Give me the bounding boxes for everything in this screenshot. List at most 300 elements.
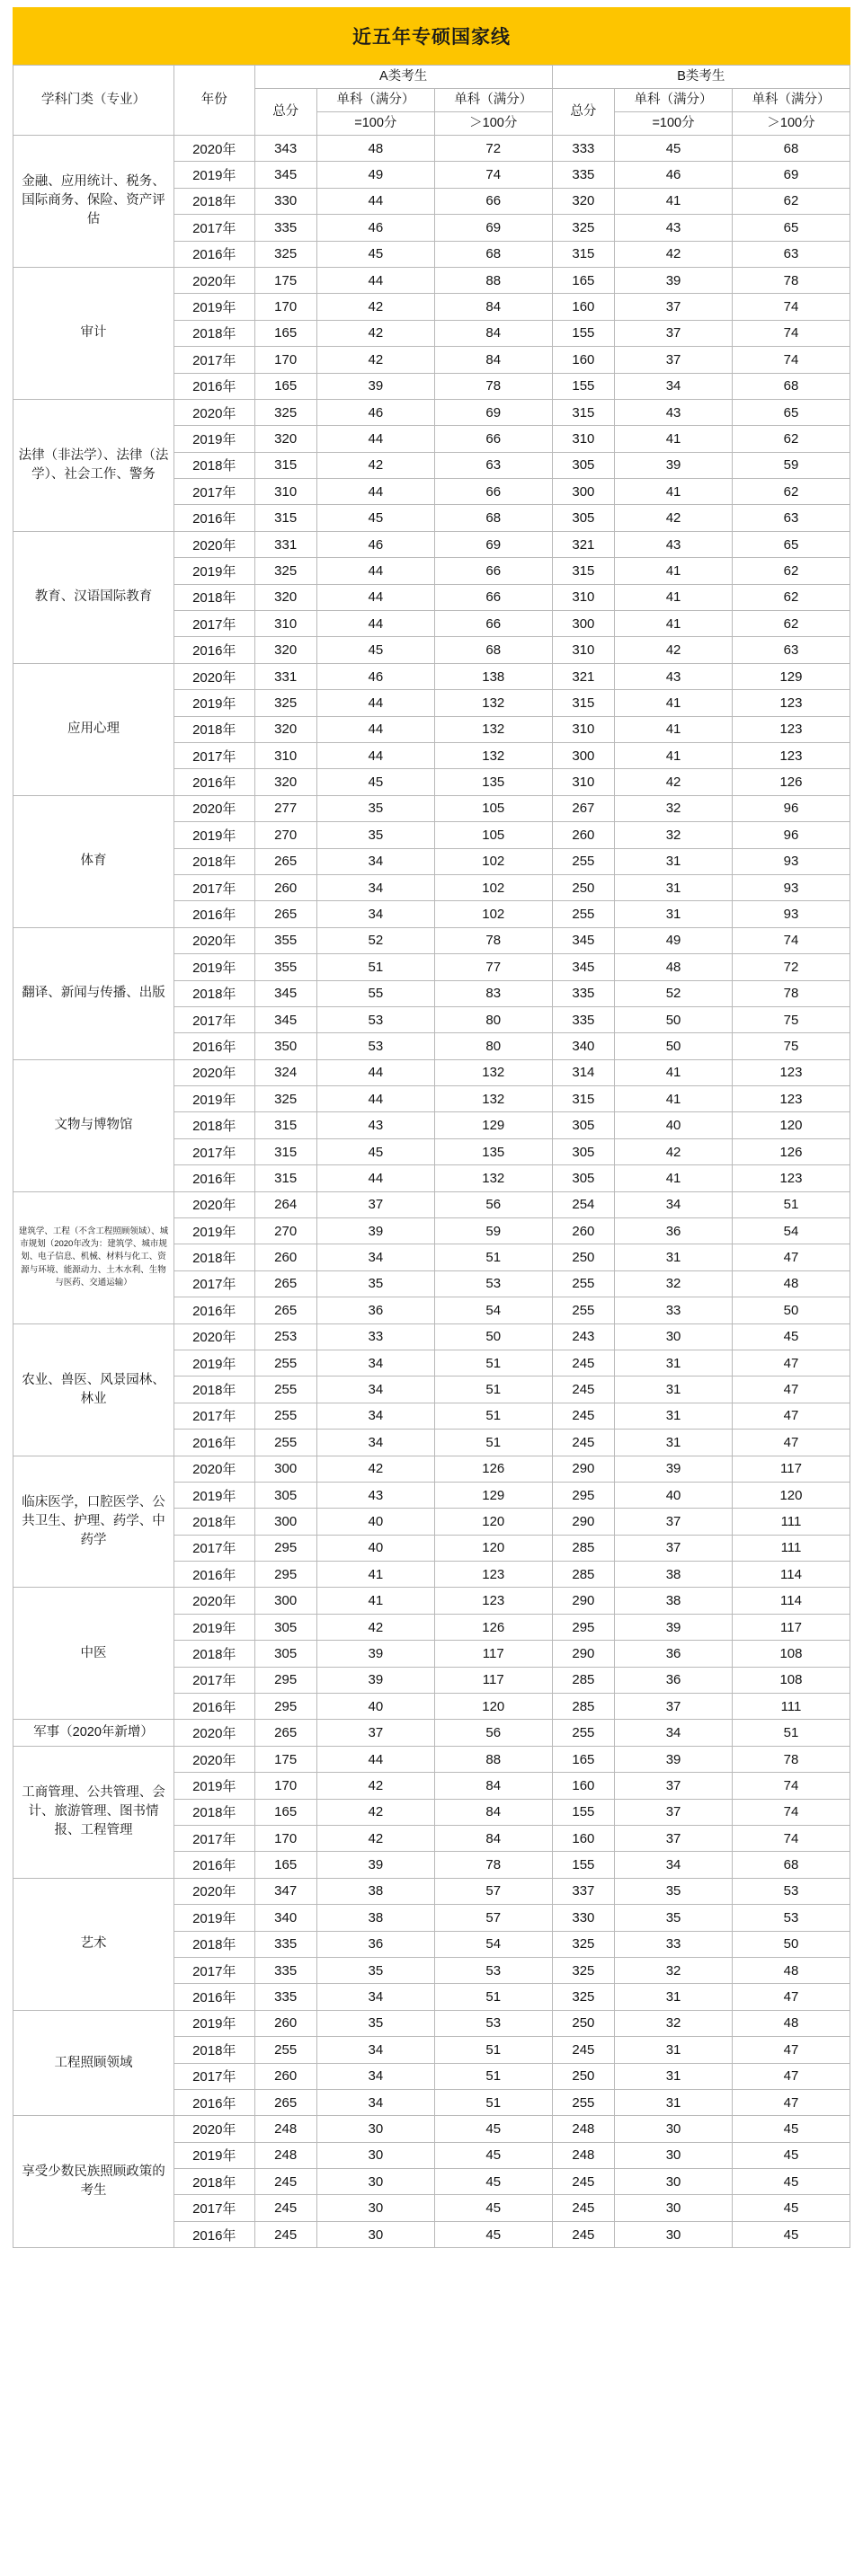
score-cell-a-eq100: 39 <box>316 1667 434 1693</box>
score-cell-b-total: 255 <box>552 2089 614 2115</box>
header-b-single-1: 单科（满分） <box>615 89 733 112</box>
score-cell-b-total: 315 <box>552 558 614 584</box>
year-cell: 2016年 <box>174 2221 255 2247</box>
score-cell-a-eq100: 45 <box>316 769 434 795</box>
score-cell-a-total: 260 <box>254 874 316 900</box>
score-cell-a-eq100: 44 <box>316 267 434 293</box>
score-cell-a-eq100: 34 <box>316 848 434 874</box>
score-cell-a-gt100: 117 <box>434 1667 552 1693</box>
score-cell-a-gt100: 69 <box>434 215 552 241</box>
score-cell-a-total: 295 <box>254 1694 316 1720</box>
score-cell-a-gt100: 132 <box>434 1086 552 1112</box>
year-cell: 2020年 <box>174 795 255 821</box>
score-cell-b-gt100: 74 <box>732 347 850 373</box>
score-cell-b-gt100: 74 <box>732 1799 850 1825</box>
score-cell-a-total: 325 <box>254 558 316 584</box>
score-cell-b-eq100: 35 <box>615 1905 733 1931</box>
score-cell-b-total: 335 <box>552 980 614 1006</box>
score-cell-b-eq100: 41 <box>615 426 733 452</box>
score-cell-a-total: 320 <box>254 637 316 663</box>
score-cell-b-gt100: 47 <box>732 1430 850 1456</box>
category-cell: 农业、兽医、风景园林、林业 <box>13 1323 174 1456</box>
score-cell-a-eq100: 35 <box>316 2010 434 2036</box>
score-cell-a-total: 305 <box>254 1641 316 1667</box>
score-cell-b-total: 325 <box>552 215 614 241</box>
score-cell-b-eq100: 32 <box>615 2010 733 2036</box>
score-cell-b-gt100: 117 <box>732 1614 850 1640</box>
score-cell-a-total: 320 <box>254 584 316 610</box>
score-cell-b-eq100: 37 <box>615 1773 733 1799</box>
score-cell-a-gt100: 105 <box>434 822 552 848</box>
score-cell-a-eq100: 42 <box>316 1799 434 1825</box>
national-score-line-table <box>13 65 850 2248</box>
score-cell-a-eq100: 44 <box>316 1086 434 1112</box>
score-cell-b-total: 310 <box>552 637 614 663</box>
score-cell-b-eq100: 41 <box>615 742 733 768</box>
score-cell-a-total: 335 <box>254 1984 316 2010</box>
score-cell-a-gt100: 45 <box>434 2169 552 2195</box>
score-cell-b-total: 325 <box>552 1931 614 1957</box>
year-cell: 2016年 <box>174 637 255 663</box>
year-cell: 2018年 <box>174 1641 255 1667</box>
score-cell-b-eq100: 41 <box>615 690 733 716</box>
score-cell-a-eq100: 45 <box>316 1138 434 1164</box>
score-cell-b-total: 255 <box>552 1297 614 1323</box>
score-cell-a-total: 255 <box>254 2037 316 2063</box>
score-cell-a-total: 310 <box>254 479 316 505</box>
year-cell: 2018年 <box>174 2169 255 2195</box>
year-cell: 2017年 <box>174 1535 255 1561</box>
score-cell-b-total: 290 <box>552 1456 614 1482</box>
score-cell-a-gt100: 132 <box>434 690 552 716</box>
score-cell-b-gt100: 78 <box>732 267 850 293</box>
score-cell-a-eq100: 38 <box>316 1905 434 1931</box>
score-cell-b-gt100: 59 <box>732 452 850 478</box>
score-cell-b-eq100: 52 <box>615 980 733 1006</box>
score-cell-a-total: 295 <box>254 1562 316 1588</box>
score-cell-b-gt100: 123 <box>732 1059 850 1085</box>
score-cell-a-total: 270 <box>254 822 316 848</box>
score-cell-a-gt100: 45 <box>434 2221 552 2247</box>
score-cell-a-total: 255 <box>254 1350 316 1376</box>
score-cell-b-eq100: 32 <box>615 1957 733 1983</box>
table-row <box>13 1746 850 1772</box>
score-cell-b-total: 315 <box>552 1086 614 1112</box>
score-cell-a-gt100: 53 <box>434 1270 552 1297</box>
score-cell-a-gt100: 102 <box>434 874 552 900</box>
score-cell-a-total: 350 <box>254 1033 316 1059</box>
score-cell-a-eq100: 36 <box>316 1297 434 1323</box>
year-cell: 2017年 <box>174 479 255 505</box>
score-cell-b-gt100: 51 <box>732 1720 850 1746</box>
score-cell-a-total: 355 <box>254 954 316 980</box>
year-cell: 2018年 <box>174 848 255 874</box>
year-cell: 2019年 <box>174 558 255 584</box>
score-cell-a-total: 310 <box>254 611 316 637</box>
year-cell: 2020年 <box>174 267 255 293</box>
score-cell-a-total: 245 <box>254 2169 316 2195</box>
score-cell-b-eq100: 37 <box>615 320 733 346</box>
score-cell-b-gt100: 65 <box>732 215 850 241</box>
score-cell-b-eq100: 30 <box>615 2116 733 2142</box>
score-cell-a-gt100: 88 <box>434 267 552 293</box>
score-cell-b-total: 333 <box>552 136 614 162</box>
score-cell-a-gt100: 57 <box>434 1878 552 1904</box>
year-cell: 2018年 <box>174 1799 255 1825</box>
year-cell: 2018年 <box>174 320 255 346</box>
score-cell-a-total: 175 <box>254 1746 316 1772</box>
score-cell-b-total: 310 <box>552 426 614 452</box>
score-cell-b-total: 325 <box>552 1957 614 1983</box>
table-row <box>13 267 850 293</box>
score-cell-b-total: 340 <box>552 1033 614 1059</box>
score-cell-a-eq100: 44 <box>316 611 434 637</box>
score-cell-a-eq100: 46 <box>316 531 434 557</box>
year-cell: 2020年 <box>174 1746 255 1772</box>
header-year: 年份 <box>174 66 255 136</box>
score-cell-b-gt100: 48 <box>732 1270 850 1297</box>
score-cell-a-eq100: 46 <box>316 663 434 689</box>
category-cell: 军事（2020年新增） <box>13 1720 174 1746</box>
year-cell: 2017年 <box>174 215 255 241</box>
score-cell-b-gt100: 126 <box>732 1138 850 1164</box>
score-cell-b-eq100: 41 <box>615 1165 733 1191</box>
score-cell-b-eq100: 48 <box>615 954 733 980</box>
score-cell-b-gt100: 62 <box>732 426 850 452</box>
year-cell: 2017年 <box>174 1006 255 1032</box>
score-cell-b-total: 250 <box>552 1244 614 1270</box>
score-cell-a-total: 305 <box>254 1614 316 1640</box>
score-cell-b-total: 245 <box>552 1377 614 1403</box>
score-cell-b-gt100: 93 <box>732 901 850 927</box>
score-cell-b-total: 155 <box>552 373 614 399</box>
score-cell-a-eq100: 44 <box>316 1746 434 1772</box>
score-cell-b-gt100: 47 <box>732 1377 850 1403</box>
score-cell-a-eq100: 34 <box>316 1403 434 1429</box>
score-cell-a-total: 175 <box>254 267 316 293</box>
header-a-total: 总分 <box>254 89 316 136</box>
year-cell: 2018年 <box>174 1244 255 1270</box>
score-cell-b-total: 245 <box>552 2037 614 2063</box>
score-cell-b-eq100: 39 <box>615 1614 733 1640</box>
table-row <box>13 531 850 557</box>
score-cell-b-gt100: 93 <box>732 874 850 900</box>
score-cell-b-total: 245 <box>552 2221 614 2247</box>
score-cell-a-eq100: 44 <box>316 742 434 768</box>
year-cell: 2019年 <box>174 1905 255 1931</box>
score-cell-b-eq100: 32 <box>615 795 733 821</box>
score-cell-b-gt100: 65 <box>732 399 850 425</box>
score-cell-b-gt100: 47 <box>732 1403 850 1429</box>
score-cell-a-gt100: 123 <box>434 1588 552 1614</box>
year-cell: 2016年 <box>174 373 255 399</box>
score-cell-b-total: 315 <box>552 241 614 267</box>
year-cell: 2019年 <box>174 162 255 188</box>
score-cell-a-gt100: 84 <box>434 1773 552 1799</box>
score-cell-b-total: 305 <box>552 1138 614 1164</box>
score-cell-a-total: 315 <box>254 1112 316 1138</box>
score-cell-b-gt100: 47 <box>732 2089 850 2115</box>
year-cell: 2020年 <box>174 1456 255 1482</box>
score-cell-b-eq100: 31 <box>615 874 733 900</box>
score-cell-b-gt100: 123 <box>732 742 850 768</box>
year-cell: 2018年 <box>174 716 255 742</box>
year-cell: 2017年 <box>174 2195 255 2221</box>
year-cell: 2016年 <box>174 1984 255 2010</box>
score-cell-a-eq100: 40 <box>316 1694 434 1720</box>
year-cell: 2020年 <box>174 1588 255 1614</box>
score-cell-a-total: 320 <box>254 769 316 795</box>
year-cell: 2017年 <box>174 2063 255 2089</box>
score-cell-b-gt100: 120 <box>732 1112 850 1138</box>
score-cell-a-eq100: 30 <box>316 2169 434 2195</box>
table-row <box>13 1191 850 1217</box>
score-cell-b-total: 290 <box>552 1641 614 1667</box>
score-cell-b-gt100: 47 <box>732 1984 850 2010</box>
category-cell: 审计 <box>13 267 174 399</box>
year-cell: 2016年 <box>174 241 255 267</box>
score-cell-a-gt100: 132 <box>434 716 552 742</box>
header-category: 学科门类（专业） <box>13 66 174 136</box>
score-cell-a-gt100: 120 <box>434 1694 552 1720</box>
score-cell-a-total: 335 <box>254 1957 316 1983</box>
score-cell-a-gt100: 72 <box>434 136 552 162</box>
score-cell-a-eq100: 44 <box>316 426 434 452</box>
score-cell-a-eq100: 37 <box>316 1720 434 1746</box>
score-cell-a-eq100: 53 <box>316 1006 434 1032</box>
score-cell-b-gt100: 47 <box>732 2037 850 2063</box>
score-cell-b-total: 315 <box>552 399 614 425</box>
score-cell-a-gt100: 102 <box>434 901 552 927</box>
year-cell: 2018年 <box>174 980 255 1006</box>
table-header <box>13 66 850 136</box>
score-cell-b-eq100: 34 <box>615 1852 733 1878</box>
year-cell: 2017年 <box>174 1667 255 1693</box>
year-cell: 2017年 <box>174 611 255 637</box>
score-cell-b-gt100: 47 <box>732 2063 850 2089</box>
table-row <box>13 136 850 162</box>
score-cell-a-gt100: 88 <box>434 1746 552 1772</box>
score-cell-b-eq100: 32 <box>615 1270 733 1297</box>
score-cell-a-gt100: 102 <box>434 848 552 874</box>
score-cell-b-eq100: 31 <box>615 1377 733 1403</box>
score-cell-b-gt100: 62 <box>732 611 850 637</box>
score-cell-a-eq100: 42 <box>316 1826 434 1852</box>
score-cell-a-eq100: 30 <box>316 2142 434 2168</box>
score-cell-b-eq100: 39 <box>615 1456 733 1482</box>
score-cell-b-eq100: 32 <box>615 822 733 848</box>
score-cell-a-gt100: 84 <box>434 347 552 373</box>
score-cell-a-eq100: 44 <box>316 584 434 610</box>
header-b-gt100: ＞100分 <box>732 112 850 136</box>
score-cell-b-gt100: 114 <box>732 1562 850 1588</box>
score-cell-b-total: 155 <box>552 1852 614 1878</box>
score-cell-a-eq100: 45 <box>316 241 434 267</box>
score-cell-b-eq100: 49 <box>615 927 733 953</box>
score-cell-a-eq100: 52 <box>316 927 434 953</box>
score-cell-a-total: 245 <box>254 2195 316 2221</box>
year-cell: 2018年 <box>174 452 255 478</box>
score-cell-b-gt100: 126 <box>732 769 850 795</box>
score-line-table-page <box>0 7 863 2248</box>
score-cell-b-eq100: 41 <box>615 1086 733 1112</box>
score-cell-a-total: 325 <box>254 1086 316 1112</box>
score-cell-b-eq100: 42 <box>615 637 733 663</box>
year-cell: 2018年 <box>174 1931 255 1957</box>
score-cell-b-gt100: 68 <box>732 1852 850 1878</box>
score-cell-a-gt100: 135 <box>434 769 552 795</box>
score-cell-a-total: 340 <box>254 1905 316 1931</box>
score-cell-b-gt100: 74 <box>732 294 850 320</box>
year-cell: 2019年 <box>174 2142 255 2168</box>
year-cell: 2016年 <box>174 1297 255 1323</box>
score-cell-a-gt100: 54 <box>434 1931 552 1957</box>
score-cell-b-gt100: 72 <box>732 954 850 980</box>
score-cell-a-gt100: 53 <box>434 2010 552 2036</box>
score-cell-b-gt100: 48 <box>732 2010 850 2036</box>
year-cell: 2019年 <box>174 2010 255 2036</box>
score-cell-b-gt100: 74 <box>732 1826 850 1852</box>
score-cell-a-gt100: 69 <box>434 531 552 557</box>
score-cell-b-eq100: 33 <box>615 1931 733 1957</box>
score-cell-a-total: 265 <box>254 1270 316 1297</box>
score-cell-b-gt100: 62 <box>732 188 850 214</box>
year-cell: 2020年 <box>174 1323 255 1350</box>
score-cell-a-gt100: 54 <box>434 1297 552 1323</box>
score-cell-a-eq100: 43 <box>316 1482 434 1508</box>
score-cell-a-total: 300 <box>254 1456 316 1482</box>
year-cell: 2019年 <box>174 1482 255 1508</box>
score-cell-a-gt100: 132 <box>434 742 552 768</box>
score-cell-a-eq100: 34 <box>316 2037 434 2063</box>
score-cell-a-total: 255 <box>254 1403 316 1429</box>
score-cell-a-total: 300 <box>254 1588 316 1614</box>
score-cell-b-total: 245 <box>552 1403 614 1429</box>
score-cell-b-total: 260 <box>552 1218 614 1244</box>
score-cell-b-total: 285 <box>552 1562 614 1588</box>
score-cell-b-eq100: 35 <box>615 1878 733 1904</box>
score-cell-a-eq100: 38 <box>316 1878 434 1904</box>
score-cell-b-gt100: 108 <box>732 1641 850 1667</box>
score-cell-a-eq100: 44 <box>316 716 434 742</box>
score-cell-b-total: 165 <box>552 267 614 293</box>
score-cell-b-eq100: 42 <box>615 1138 733 1164</box>
score-cell-b-eq100: 42 <box>615 505 733 531</box>
score-cell-b-gt100: 45 <box>732 2142 850 2168</box>
score-cell-a-total: 264 <box>254 1191 316 1217</box>
score-cell-b-gt100: 45 <box>732 1323 850 1350</box>
score-cell-b-total: 300 <box>552 611 614 637</box>
score-cell-b-gt100: 69 <box>732 162 850 188</box>
score-cell-a-eq100: 45 <box>316 637 434 663</box>
score-cell-a-total: 245 <box>254 2221 316 2247</box>
score-cell-a-total: 310 <box>254 742 316 768</box>
score-cell-b-gt100: 123 <box>732 690 850 716</box>
year-cell: 2018年 <box>174 2037 255 2063</box>
score-cell-a-eq100: 44 <box>316 479 434 505</box>
score-cell-b-gt100: 48 <box>732 1957 850 1983</box>
year-cell: 2019年 <box>174 294 255 320</box>
score-cell-a-eq100: 42 <box>316 320 434 346</box>
score-cell-a-total: 170 <box>254 294 316 320</box>
score-cell-a-eq100: 55 <box>316 980 434 1006</box>
score-cell-a-total: 265 <box>254 2089 316 2115</box>
score-cell-b-eq100: 50 <box>615 1006 733 1032</box>
year-cell: 2019年 <box>174 1614 255 1640</box>
score-cell-b-gt100: 93 <box>732 848 850 874</box>
score-cell-a-eq100: 36 <box>316 1931 434 1957</box>
score-cell-b-total: 310 <box>552 584 614 610</box>
score-cell-b-eq100: 38 <box>615 1562 733 1588</box>
score-cell-a-gt100: 78 <box>434 373 552 399</box>
score-cell-b-gt100: 62 <box>732 558 850 584</box>
score-cell-a-eq100: 46 <box>316 215 434 241</box>
score-cell-b-total: 255 <box>552 901 614 927</box>
score-cell-a-eq100: 35 <box>316 822 434 848</box>
score-cell-b-eq100: 41 <box>615 716 733 742</box>
score-cell-a-eq100: 42 <box>316 452 434 478</box>
score-cell-a-total: 165 <box>254 1799 316 1825</box>
year-cell: 2020年 <box>174 1191 255 1217</box>
table-row <box>13 1588 850 1614</box>
header-b-eq100: =100分 <box>615 112 733 136</box>
score-cell-b-gt100: 62 <box>732 584 850 610</box>
score-cell-b-eq100: 40 <box>615 1482 733 1508</box>
header-b-single-2: 单科（满分） <box>732 89 850 112</box>
score-cell-a-total: 165 <box>254 1852 316 1878</box>
score-cell-a-gt100: 56 <box>434 1720 552 1746</box>
table-row <box>13 795 850 821</box>
score-cell-a-total: 170 <box>254 1773 316 1799</box>
score-cell-b-gt100: 68 <box>732 373 850 399</box>
table-row <box>13 1323 850 1350</box>
score-cell-a-gt100: 50 <box>434 1323 552 1350</box>
year-cell: 2016年 <box>174 1430 255 1456</box>
header-group-a: A类考生 <box>254 66 552 89</box>
score-cell-a-total: 335 <box>254 1931 316 1957</box>
score-cell-b-total: 250 <box>552 2063 614 2089</box>
score-cell-a-total: 315 <box>254 452 316 478</box>
score-cell-a-total: 343 <box>254 136 316 162</box>
score-cell-a-gt100: 51 <box>434 1984 552 2010</box>
score-cell-b-gt100: 68 <box>732 136 850 162</box>
score-cell-b-total: 310 <box>552 769 614 795</box>
score-cell-a-total: 331 <box>254 531 316 557</box>
score-cell-a-gt100: 51 <box>434 1430 552 1456</box>
score-cell-b-eq100: 41 <box>615 188 733 214</box>
table-row <box>13 2010 850 2036</box>
score-cell-b-total: 248 <box>552 2142 614 2168</box>
score-cell-b-total: 165 <box>552 1746 614 1772</box>
score-cell-a-total: 345 <box>254 980 316 1006</box>
category-cell: 应用心理 <box>13 663 174 795</box>
score-cell-a-gt100: 126 <box>434 1614 552 1640</box>
score-cell-a-total: 253 <box>254 1323 316 1350</box>
score-cell-a-gt100: 135 <box>434 1138 552 1164</box>
score-cell-b-eq100: 45 <box>615 136 733 162</box>
table-row <box>13 399 850 425</box>
score-cell-b-eq100: 31 <box>615 848 733 874</box>
score-cell-b-gt100: 45 <box>732 2169 850 2195</box>
score-cell-b-gt100: 108 <box>732 1667 850 1693</box>
year-cell: 2019年 <box>174 690 255 716</box>
year-cell: 2017年 <box>174 1270 255 1297</box>
category-cell: 中医 <box>13 1588 174 1720</box>
score-cell-b-eq100: 31 <box>615 2089 733 2115</box>
score-cell-b-total: 260 <box>552 822 614 848</box>
score-cell-a-total: 355 <box>254 927 316 953</box>
category-cell: 享受少数民族照顾政策的考生 <box>13 2116 174 2248</box>
